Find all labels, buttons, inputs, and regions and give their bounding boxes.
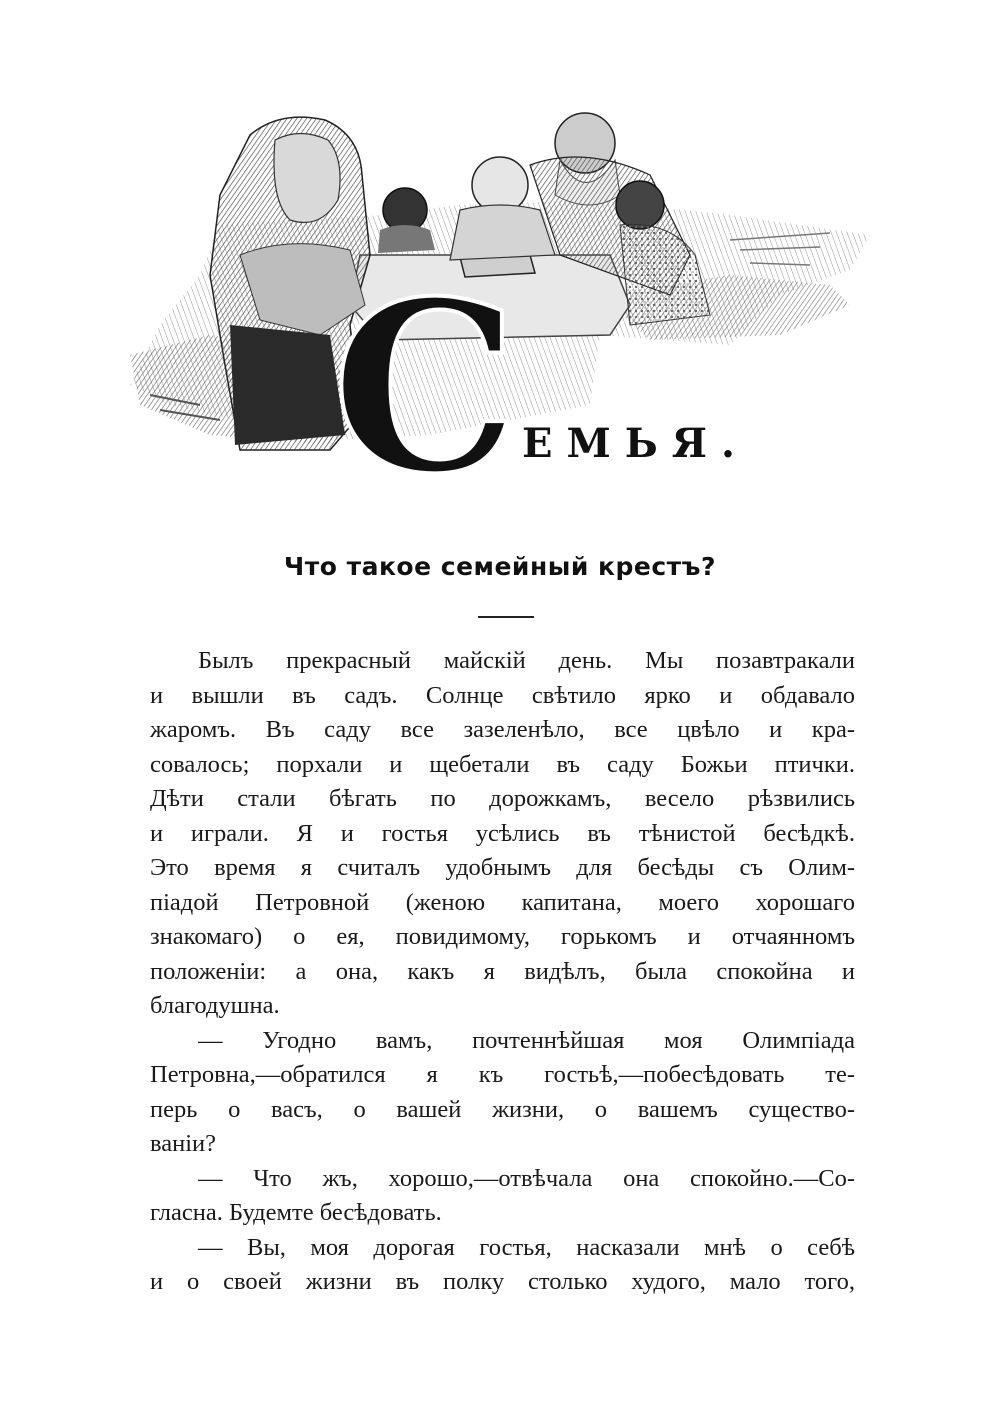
text-line: благодушна. [150,992,280,1019]
chapter-title: ЕМЬЯ. [522,420,749,467]
section-subtitle: Что такое семейный крестъ? [284,552,716,581]
text-line: Петровна,—обратился я къ гостьѣ,—побесѣдовать те- [150,1061,855,1088]
text-line: совалось; порхали и щебетали въ саду Божьи птички. [150,750,855,778]
text-line: положеніи: а она, какъ я видѣлъ, была спокойна и [150,957,855,985]
text-line: знакомаго) о ея, повидимому, горькомъ и отчаянномъ [150,923,855,950]
text-line: піадой Петровной (женою капитана, моего хорошаго [150,888,855,916]
text-line: и играли. Я и гостья усѣлись въ тѣнистой бесѣдкѣ. [150,819,855,847]
drop-cap-glyph: С [331,250,519,526]
text-line: жаромъ. Въ саду все зазеленѣло, все цвѣло и кра- [150,716,855,743]
text-line: — Вы, моя дорогая гостья, насказали мнѣ о себѣ [198,1233,855,1261]
text-line: перь о васъ, о вашей жизни, о вашемъ существо- [150,1095,855,1123]
text-line: ваніи? [150,1130,217,1157]
text-line: Это время я считалъ удобнымъ для бесѣды съ Олим- [150,854,855,881]
body-text [150,644,855,1300]
divider-rule [478,616,534,618]
text-line: — Что жъ, хорошо,—отвѣчала она спокойно.—Со- [198,1164,855,1192]
text-line: и о своей жизни въ полку столько худого, мало того, [150,1268,855,1295]
drop-cap-letter [331,250,519,526]
text-line: — Угодно вамъ, почтеннѣйшая моя Олимпіада [198,1026,855,1054]
text-line: и вышли въ садъ. Солнце свѣтило ярко и обдавало [150,681,855,709]
text-line: гласна. Будемте бесѣдовать. [150,1199,442,1226]
text-line: Дѣти стали бѣгать по дорожкамъ, весело рѣзвились [150,785,855,812]
text-line: Былъ прекрасный майскій день. Мы позавтракали [198,647,855,674]
